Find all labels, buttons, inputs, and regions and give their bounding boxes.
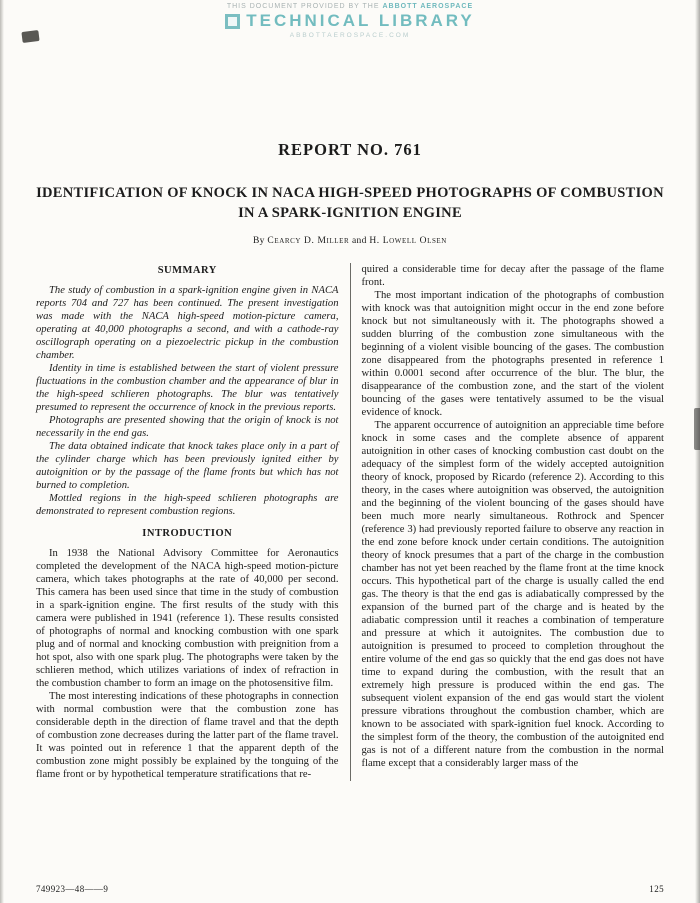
- library-watermark: [0, 3, 700, 40]
- abbott-aerospace-logo-icon: [225, 14, 240, 29]
- body-paragraph: The most important indication of the photographs of combustion with knock was that autoignition might occur in the end zone before knock but not simultaneously with it. The photographs showed a sudden blurring of the combustion zone simultaneous with the beginning of a violent visible bouncing of the gases. The combustion zone disappeared from the photographs presented in reference 1 within 0.0001 second after occurrence of the blur. The blur, the disappearance of the combustion zone, and the start of the violent bouncing of the gases were tentatively assumed to be the visual evidence of knock.: [361, 290, 664, 419]
- scan-edge-right: [695, 0, 700, 903]
- footer-page-number: 125: [649, 884, 664, 894]
- report-title-line1: IDENTIFICATION OF KNOCK IN NACA HIGH-SPEED PHOTOGRAPHS OF COMBUSTION: [36, 185, 664, 201]
- left-column: [36, 263, 350, 781]
- scan-edge-mark: [694, 408, 700, 450]
- summary-paragraph: Photographs are presented showing that the origin of knock is not necessarily in the end gas.: [36, 415, 339, 440]
- introduction-paragraph: In 1938 the National Advisory Committee for Aeronautics completed the development of the NACA high-speed motion-picture camera, which takes photographs at the rate of 40,000 per second. This camera has been used since that time in the study of combustion in a spark-ignition engine. The first results of the study with this camera were published in 1941 (reference 1). These results consisted of photographs of normal and knocking combustion with one spark plug and of normal and knocking combustion with preignition from a hot spot, also with one spark plug. The photographs were taken by the schlieren method, which utilizes variations of index of refraction in the combustion chamber to form an image on the photosensitive film.: [36, 548, 339, 690]
- byline-author-2: H. Lowell Olsen: [369, 236, 447, 247]
- two-column-body: [36, 263, 664, 781]
- summary-paragraph: The study of combustion in a spark-ignition engine given in NACA reports 704 and 727 has been continued. The present investigation was made with the NACA high-speed motion-picture camera, operating at 40,000 photographs a second, and with a cathode-ray oscillograph operating on a piezoelectric pickup in the combustion chamber.: [36, 285, 339, 362]
- watermark-provider-brand: ABBOTT AEROSPACE: [382, 3, 474, 10]
- summary-paragraph: Identity in time is established between the start of violent pressure fluctuations in the combustion chamber and the appearance of blur in the high-speed schlieren photographs. The blur was tentatively presumed to represent the occurrence of knock in the previous reports.: [36, 363, 339, 414]
- body-paragraph: quired a considerable time for decay after the passage of the flame front.: [361, 264, 664, 289]
- report-number: REPORT NO. 761: [278, 140, 422, 159]
- summary-heading: SUMMARY: [157, 265, 217, 277]
- report-title: [30, 184, 670, 223]
- byline-author-1: Cearcy D. Miller: [267, 236, 350, 247]
- watermark-provider-prefix: THIS DOCUMENT PROVIDED BY THE: [226, 3, 380, 10]
- byline-by: By: [253, 236, 265, 247]
- watermark-title: TECHNICAL LIBRARY: [246, 10, 475, 30]
- right-column: [350, 263, 665, 781]
- introduction-paragraph: The most interesting indications of these photographs in connection with normal combustion were that the combustion zone has considerable depth in the direction of flame travel and that the depth of combustion zone decreases during the latter part of the flame travel. It was pointed out in reference 1 that the apparent depth of the combustion zone might possibly be explained by the tonguing of the flame front or by hypothetical temperature stratifications that re-: [36, 691, 339, 781]
- introduction-heading: INTRODUCTION: [142, 528, 233, 540]
- report-title-line2: IN A SPARK-IGNITION ENGINE: [238, 204, 462, 221]
- footer-print-code: 749923—48——9: [36, 884, 109, 894]
- byline: [0, 236, 700, 246]
- summary-paragraph: The data obtained indicate that knock takes place only in a part of the cylinder charge which has been previously ignited either by autoignition or by the passage of the flame fronts but which has not burned to completion.: [36, 441, 339, 492]
- scan-edge-left: [0, 0, 4, 903]
- summary-paragraph: Mottled regions in the high-speed schlieren photographs are demonstrated to represent combustion regions.: [36, 493, 339, 518]
- watermark-provider-line: [0, 3, 700, 11]
- body-paragraph: The apparent occurrence of autoignition an appreciable time before knock in some cases and the complete absence of apparent autoignition in other cases of knocking combustion cast doubt on the adequacy of the simplest form of the widely accepted autoignition theory of knock, proposed by Ricardo (reference 2). According to this theory, in the cases where autoignition was observed, the autoignition and the beginning of the violent bouncing of the gases should have been much more nearly simultaneous. Rothrock and Spencer (reference 3) had previously reported failure to observe any reaction in the end zone before knock under certain conditions. The autoignition theory of knock presumes that a part of the charge in the combustion chamber has not yet been reached by the flame front at the time knock occurs. This hypothetical part of the charge is usually called the end gas. The theory is that the end gas is adiabatically compressed by the expansion of the burned part of the charge and is heated by the adiabatic compression until it reaches a combination of temperature and pressure at which it autoignites. The combustion due to autoignition is presumed to proceed to completion throughout the entire volume of the end gas so quickly that the end gas does not have time to expand during the combustion, with the result that an extremely high pressure is produced within the end gas. The subsequent violent expansion of the end gas would start the violent pressure vibrations throughout the combustion chamber, which are known to be associated with spark-ignition fuel knock. According to the simplest form of the theory, the combustion of the autoignited end gas is not of a different nature from the combustion in the normal flame except that a considerably larger mass of the: [361, 420, 664, 770]
- watermark-url: ABBOTTAEROSPACE.COM: [289, 32, 411, 40]
- page-footer: [36, 884, 664, 894]
- byline-and: and: [352, 236, 367, 247]
